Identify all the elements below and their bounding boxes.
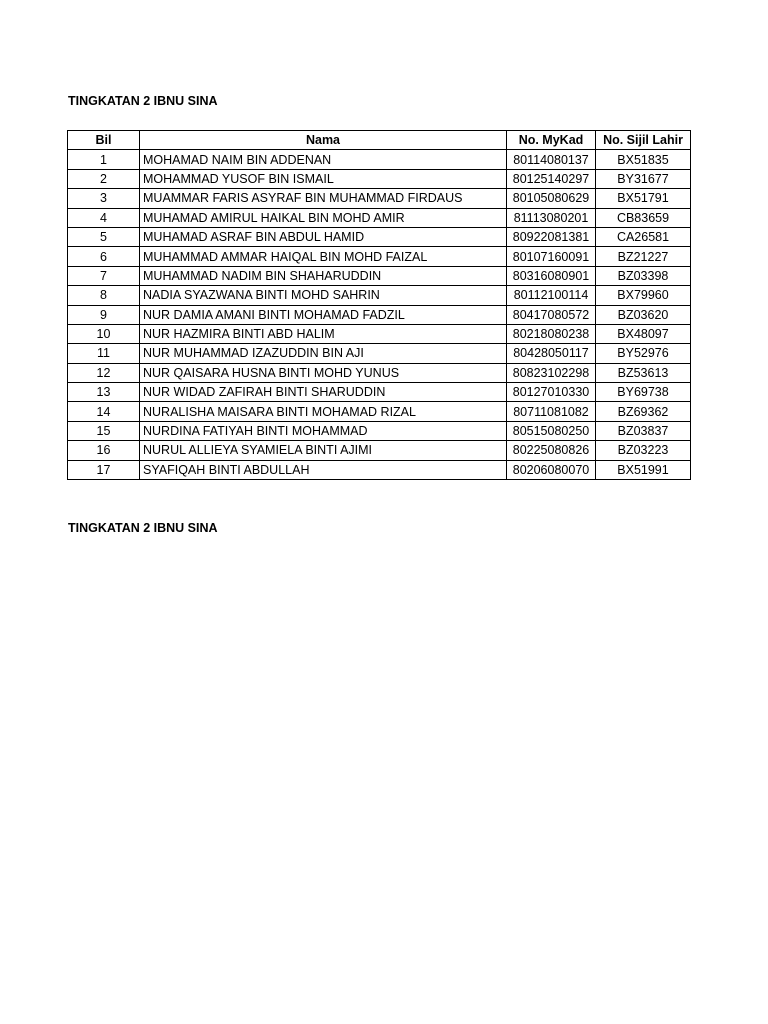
section-title: TINGKATAN 2 IBNU SINA <box>68 94 218 108</box>
cell-bil: 5 <box>68 227 140 246</box>
cell-sijil-lahir: BZ21227 <box>596 247 691 266</box>
table-row <box>68 169 691 188</box>
cell-nama: MOHAMMAD YUSOF BIN ISMAIL <box>140 169 507 188</box>
cell-nama: MUHAMAD ASRAF BIN ABDUL HAMID <box>140 227 507 246</box>
cell-bil: 14 <box>68 402 140 421</box>
table-row <box>68 324 691 343</box>
cell-bil: 11 <box>68 344 140 363</box>
cell-bil: 1 <box>68 150 140 169</box>
cell-mykad: 80206080070 <box>507 460 596 479</box>
cell-mykad: 80112100114 <box>507 286 596 305</box>
cell-sijil-lahir: BX79960 <box>596 286 691 305</box>
table-row <box>68 305 691 324</box>
cell-sijil-lahir: BX51991 <box>596 460 691 479</box>
cell-bil: 3 <box>68 189 140 208</box>
cell-mykad: 80114080137 <box>507 150 596 169</box>
cell-bil: 9 <box>68 305 140 324</box>
cell-nama: NURUL ALLIEYA SYAMIELA BINTI AJIMI <box>140 441 507 460</box>
table-row <box>68 189 691 208</box>
cell-mykad: 80428050117 <box>507 344 596 363</box>
cell-mykad: 80107160091 <box>507 247 596 266</box>
cell-sijil-lahir: BY69738 <box>596 383 691 402</box>
cell-nama: NUR MUHAMMAD IZAZUDDIN BIN AJI <box>140 344 507 363</box>
cell-sijil-lahir: BY31677 <box>596 169 691 188</box>
header-mykad: No. MyKad <box>507 131 596 150</box>
cell-sijil-lahir: BX51835 <box>596 150 691 169</box>
cell-nama: NUR QAISARA HUSNA BINTI MOHD YUNUS <box>140 363 507 382</box>
section-title: TINGKATAN 2 IBNU SINA <box>68 521 218 535</box>
cell-bil: 4 <box>68 208 140 227</box>
cell-bil: 2 <box>68 169 140 188</box>
student-table <box>67 130 691 480</box>
cell-nama: SYAFIQAH BINTI ABDULLAH <box>140 460 507 479</box>
cell-sijil-lahir: CA26581 <box>596 227 691 246</box>
cell-nama: MUHAMMAD AMMAR HAIQAL BIN MOHD FAIZAL <box>140 247 507 266</box>
cell-sijil-lahir: BZ03620 <box>596 305 691 324</box>
cell-sijil-lahir: BY52976 <box>596 344 691 363</box>
cell-nama: NURDINA FATIYAH BINTI MOHAMMAD <box>140 421 507 440</box>
cell-mykad: 80105080629 <box>507 189 596 208</box>
cell-mykad: 80218080238 <box>507 324 596 343</box>
cell-sijil-lahir: BX48097 <box>596 324 691 343</box>
cell-bil: 10 <box>68 324 140 343</box>
cell-mykad: 80922081381 <box>507 227 596 246</box>
cell-sijil-lahir: BZ03398 <box>596 266 691 285</box>
cell-nama: NURALISHA MAISARA BINTI MOHAMAD RIZAL <box>140 402 507 421</box>
cell-nama: MUHAMMAD NADIM BIN SHAHARUDDIN <box>140 266 507 285</box>
cell-mykad: 80225080826 <box>507 441 596 460</box>
cell-nama: NUR DAMIA AMANI BINTI MOHAMAD FADZIL <box>140 305 507 324</box>
cell-mykad: 80316080901 <box>507 266 596 285</box>
cell-mykad: 80127010330 <box>507 383 596 402</box>
cell-bil: 7 <box>68 266 140 285</box>
cell-nama: NUR HAZMIRA BINTI ABD HALIM <box>140 324 507 343</box>
cell-bil: 15 <box>68 421 140 440</box>
cell-mykad: 80515080250 <box>507 421 596 440</box>
cell-nama: NADIA SYAZWANA BINTI MOHD SAHRIN <box>140 286 507 305</box>
cell-nama: MUAMMAR FARIS ASYRAF BIN MUHAMMAD FIRDAUS <box>140 189 507 208</box>
table-row <box>68 247 691 266</box>
cell-sijil-lahir: BZ53613 <box>596 363 691 382</box>
cell-sijil-lahir: BX51791 <box>596 189 691 208</box>
header-bil: Bil <box>68 131 140 150</box>
cell-sijil-lahir: CB83659 <box>596 208 691 227</box>
table-row <box>68 286 691 305</box>
table-row <box>68 344 691 363</box>
table-row <box>68 421 691 440</box>
table-row <box>68 208 691 227</box>
cell-mykad: 80417080572 <box>507 305 596 324</box>
cell-mykad: 80823102298 <box>507 363 596 382</box>
table-row <box>68 460 691 479</box>
cell-sijil-lahir: BZ03837 <box>596 421 691 440</box>
cell-bil: 16 <box>68 441 140 460</box>
header-sijil-lahir: No. Sijil Lahir <box>596 131 691 150</box>
cell-bil: 8 <box>68 286 140 305</box>
cell-bil: 6 <box>68 247 140 266</box>
cell-bil: 17 <box>68 460 140 479</box>
cell-sijil-lahir: BZ69362 <box>596 402 691 421</box>
table-header-row <box>68 131 691 150</box>
cell-nama: MUHAMAD AMIRUL HAIKAL BIN MOHD AMIR <box>140 208 507 227</box>
cell-nama: MOHAMAD NAIM BIN ADDENAN <box>140 150 507 169</box>
header-nama: Nama <box>140 131 507 150</box>
table-row <box>68 441 691 460</box>
cell-bil: 12 <box>68 363 140 382</box>
table-row <box>68 266 691 285</box>
cell-mykad: 80711081082 <box>507 402 596 421</box>
table-row <box>68 383 691 402</box>
cell-mykad: 80125140297 <box>507 169 596 188</box>
cell-bil: 13 <box>68 383 140 402</box>
cell-sijil-lahir: BZ03223 <box>596 441 691 460</box>
table-row <box>68 150 691 169</box>
table-row <box>68 402 691 421</box>
cell-nama: NUR WIDAD ZAFIRAH BINTI SHARUDDIN <box>140 383 507 402</box>
table-row <box>68 227 691 246</box>
cell-mykad: 81113080201 <box>507 208 596 227</box>
table-row <box>68 363 691 382</box>
